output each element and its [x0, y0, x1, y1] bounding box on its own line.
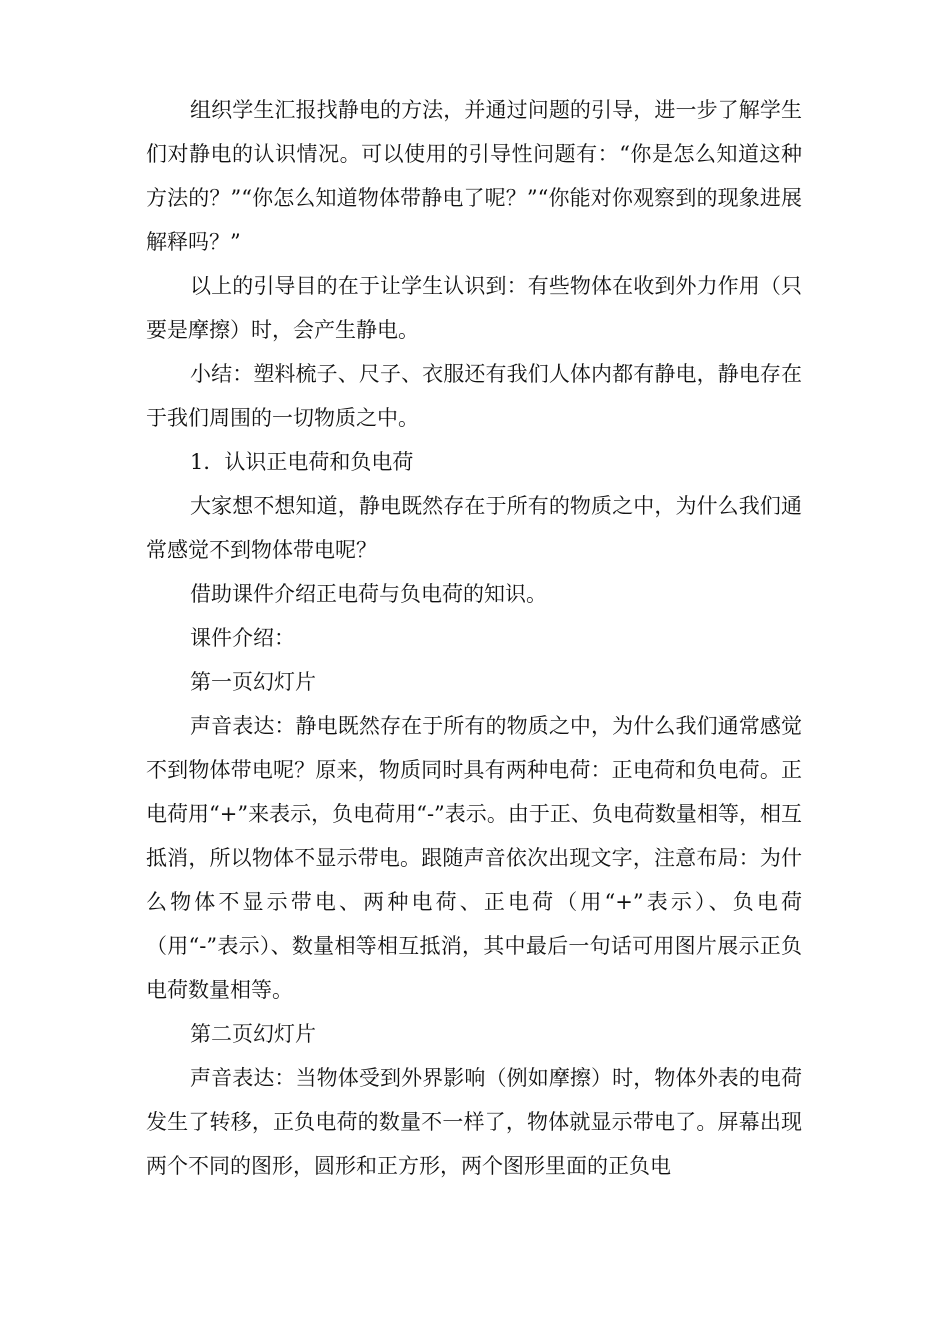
section-heading-charges: 1．认识正电荷和负电荷: [190, 450, 414, 474]
paragraph-report-methods: 组织学生汇报找静电的方法，并通过问题的引导，进一步了解学生们对静电的认识情况。可以使用的引导性问题有：“你是怎么知道这种方法的？”“你怎么知道物体带静电了呢？”“你能对你观察到的现象进展解释吗？”: [146, 98, 802, 254]
paragraph-courseware-label: 课件介绍：: [190, 626, 295, 650]
paragraph-courseware-intro: 借助课件介绍正电荷与负电荷的知识。: [190, 582, 547, 606]
slide-two-heading: 第二页幻灯片: [190, 1022, 316, 1046]
paragraph-slide-two-narration: 声音表达：当物体受到外界影响（例如摩擦）时，物体外表的电荷发生了转移，正负电荷的数量不一样了，物体就显示带电了。屏幕出现两个不同的图形，圆形和正方形，两个图形里面的正负电: [146, 1066, 802, 1178]
document-page: [146, 88, 802, 1188]
paragraph-guidance-purpose: 以上的引导目的在于让学生认识到：有些物体在收到外力作用（只要是摩擦）时，会产生静电。: [146, 274, 802, 342]
paragraph-question: 大家想不想知道，静电既然存在于所有的物质之中，为什么我们通常感觉不到物体带电呢？: [146, 494, 802, 562]
paragraph-slide-one-narration: 声音表达：静电既然存在于所有的物质之中，为什么我们通常感觉不到物体带电呢？原来，物质同时具有两种电荷：正电荷和负电荷。正电荷用“+”来表示，负电荷用“-”表示。由于正、负电荷数量相等，相互抵消，所以物体不显示带电。跟随声音依次出现文字，注意布局：为什么物体不显示带电、两种电荷、正电荷（用“+”表示）、负电荷（用“-”表示）、数量相等相互抵消，其中最后一句话可用图片展示正负电荷数量相等。: [146, 714, 802, 1002]
paragraph-summary: 小结：塑料梳子、尺子、衣服还有我们人体内都有静电，静电存在于我们周围的一切物质之中。: [146, 362, 802, 430]
slide-one-heading: 第一页幻灯片: [190, 670, 316, 694]
